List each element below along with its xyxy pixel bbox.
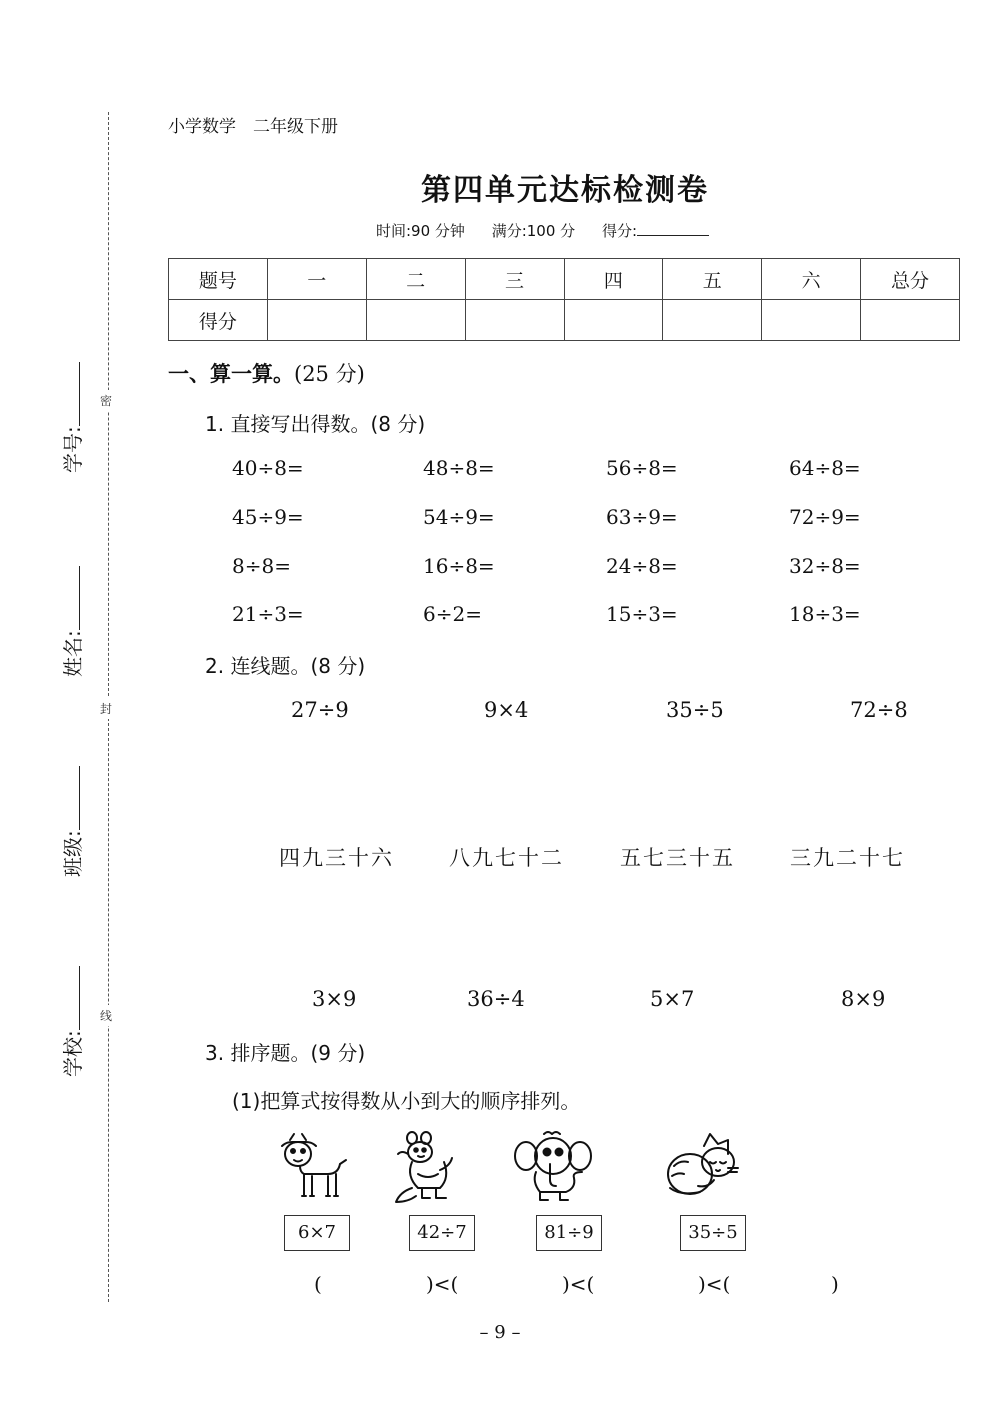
equation: 32÷8= [789,554,861,578]
equation: 56÷8= [606,456,678,480]
expression-box: 6×7 [284,1215,350,1251]
match-middle-item[interactable]: 五七三十五 [620,846,735,870]
seal-mark-mi: 密 [100,390,112,411]
section-1-label: 一、算一算。 [168,362,294,386]
time-info: 时间:90 分钟 [376,222,465,240]
answer-bracket-close[interactable]: ) [831,1272,839,1296]
match-top-item[interactable]: 72÷8 [850,698,908,722]
cat-icon [664,1130,744,1210]
equation: 16÷8= [423,554,495,578]
equation: 21÷3= [232,602,304,626]
expression-box: 35÷5 [680,1215,746,1251]
score-table-header-row [169,259,960,300]
match-bottom-item[interactable]: 8×9 [841,987,886,1011]
score-table-cell: 一 [267,259,366,300]
score-blank[interactable] [637,221,709,236]
class-field [57,777,87,877]
equation: 8÷8= [232,554,291,578]
score-table-score-row [169,300,960,341]
answer-bracket-open[interactable]: ( [314,1272,322,1296]
class-label: 班级: [61,830,85,877]
score-table-cell: 三 [465,259,564,300]
answer-bracket-less[interactable]: )<( [426,1272,459,1296]
name-label: 姓名: [61,630,85,677]
equation: 6÷2= [423,602,482,626]
equation: 40÷8= [232,456,304,480]
equation: 72÷9= [789,505,861,529]
match-top-item[interactable]: 9×4 [484,698,529,722]
score-entry-cell[interactable] [465,300,564,341]
match-middle-item[interactable]: 四九三十六 [279,846,394,870]
score-label: 得分: [601,222,637,240]
answer-bracket-less[interactable]: )<( [562,1272,595,1296]
score-entry-cell[interactable] [366,300,465,341]
exam-info [376,220,731,241]
class-line [61,766,80,830]
school-line [61,966,80,1030]
match-top-item[interactable]: 35÷5 [666,698,724,722]
full-score-info: 满分:100 分 [491,222,576,240]
equation: 18÷3= [789,602,861,626]
answer-bracket-less[interactable]: )<( [698,1272,731,1296]
student-id-field [57,373,87,473]
score-entry-cell[interactable] [663,300,762,341]
goat-icon [272,1130,352,1210]
q1-title: 1. 直接写出得数。(8 分) [205,412,426,436]
score-entry-cell[interactable] [564,300,663,341]
school-field [57,977,87,1077]
equation: 45÷9= [232,505,304,529]
seal-mark-xian: 线 [100,1005,112,1026]
section-1-title [168,358,365,388]
match-top-item[interactable]: 27÷9 [291,698,349,722]
match-bottom-item[interactable]: 3×9 [312,987,357,1011]
equation: 63÷9= [606,505,678,529]
score-table-cell: 二 [366,259,465,300]
equation: 48÷8= [423,456,495,480]
student-id-line [61,362,80,426]
page-number: – 9 – [479,1322,521,1343]
match-bottom-item[interactable]: 36÷4 [467,987,525,1011]
match-middle-item[interactable]: 八九七十二 [449,846,564,870]
score-entry-cell[interactable] [762,300,861,341]
elephant-icon [514,1130,594,1210]
kangaroo-icon [392,1130,472,1210]
equation: 64÷8= [789,456,861,480]
score-table-cell: 四 [564,259,663,300]
name-field [57,577,87,677]
school-label: 学校: [61,1030,85,1077]
student-id-label: 学号: [61,426,85,473]
book-label: 小学数学 二年级下册 [168,117,338,137]
score-table-cell: 六 [762,259,861,300]
q2-title: 2. 连线题。(8 分) [205,654,366,678]
score-table-cell: 总分 [861,259,960,300]
q3-sub-instruction: (1)把算式按得数从小到大的顺序排列。 [232,1089,581,1113]
equation: 24÷8= [606,554,678,578]
equation: 15÷3= [606,602,678,626]
score-table-cell: 得分 [169,300,268,341]
score-entry-cell[interactable] [267,300,366,341]
match-bottom-item[interactable]: 5×7 [650,987,695,1011]
match-middle-item[interactable]: 三九二十七 [790,846,905,870]
section-1-points: (25 分) [294,362,365,386]
name-line [61,566,80,630]
expression-box: 42÷7 [409,1215,475,1251]
equation: 54÷9= [423,505,495,529]
page-title: 第四单元达标检测卷 [421,173,709,208]
expression-box: 81÷9 [536,1215,602,1251]
score-table [168,258,960,341]
q3-title: 3. 排序题。(9 分) [205,1041,366,1065]
score-entry-cell[interactable] [861,300,960,341]
score-table-cell: 题号 [169,259,268,300]
score-table-cell: 五 [663,259,762,300]
seal-mark-feng: 封 [100,698,112,719]
